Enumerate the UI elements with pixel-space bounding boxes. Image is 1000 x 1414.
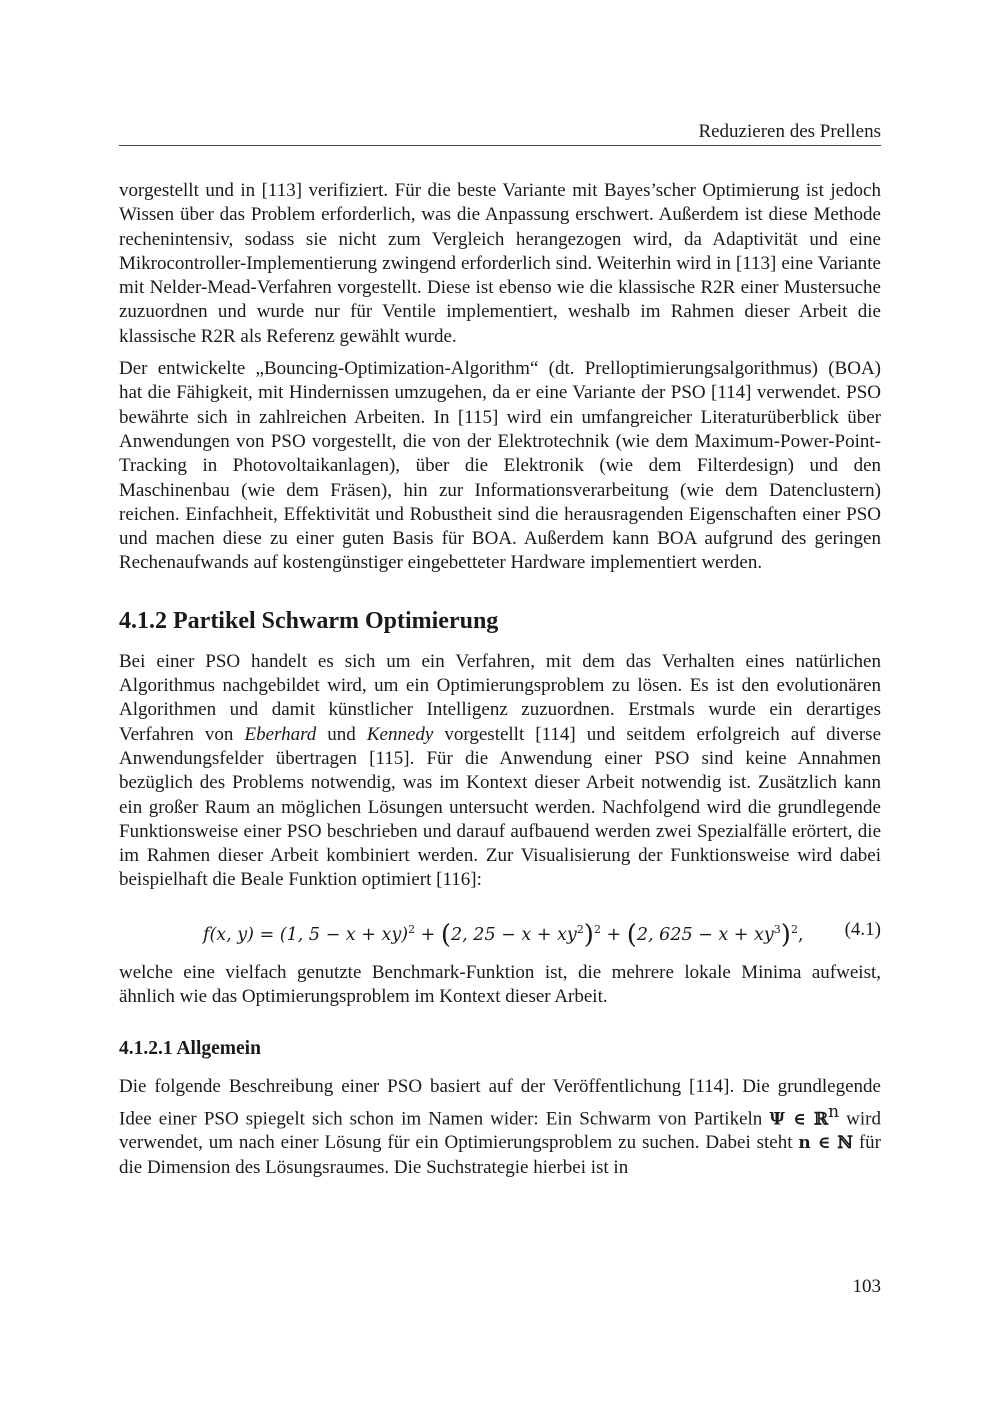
eq-plus-1: + xyxy=(420,924,436,945)
header-rule xyxy=(119,145,881,146)
paragraph-intro-1: vorgestellt und in [113] verifiziert. Für die beste Variante mit Bayes’scher Optimierung ist jedoch Wissen über das Problem erforderlich, was die Anpassung erschwert. Außerdem ist diese Methode rechenintensiv, sodass sie nicht zum Vergleich herangezogen wird, da Adaptivität und eine Mikrocontroller-Implementierung zwingend erforderlich sind. Weiterhin wird in [113] eine Variante mit Nelder-Mead-Verfahren vorgestellt. Diese ist ebenso wie die klassische R2R einer Mustersuche zuzuordnen und wurde nur für Ventile implementiert, weshalb im Rahmen dieser Arbeit die klassische R2R als Referenz gewählt wurde. xyxy=(119,180,881,347)
pso-text-2: vorgestellt [114] und seitdem erfolgreich auf diverse Anwendungsfelder übertragen [115]. Für die Anwendung einer PSO sind keine Annahmen bezüglich des Problems notwendig, was im Kontext dieser Arbeit notwendig ist. Zusätzlich kann ein großer Raum an möglichen Lösungen untersucht werden. Nachfolgend wird die grundlegende Funktionsweise einer PSO beschrieben und darauf aufbauend werden zwei Spezialfälle erörtert, die im Rahmen dieser Arbeit kombiniert werden. Zur Visualisierung der Funktionsweise wird dabei beispielhaft die Beale Funktion optimiert [116]: xyxy=(119,723,882,891)
section-heading xyxy=(119,606,881,636)
page-body xyxy=(119,179,881,1180)
equation-beale xyxy=(119,913,881,950)
paragraph-pso xyxy=(119,650,881,893)
eq-exp-1: 2 xyxy=(408,922,416,936)
eq-exp-inner-3: 3 xyxy=(773,922,781,936)
equation-number: (4.1) xyxy=(844,918,881,940)
eq-plus-2: + xyxy=(606,924,622,945)
psi-symbol: Ψ ∈ ℝ xyxy=(769,1108,829,1129)
n-symbol: n ∈ ℕ xyxy=(798,1133,853,1154)
paragraph-intro-2: Der entwickelte „Bouncing-Optimization-Algorithm“ (dt. Prelloptimierungsalgorithmus) (BOA) hat die Fähigkeit, mit Hindernissen umzugehen, da er eine Variante der PSO [114] verwendet. PSO bewährte sich in zahlreichen Arbeiten. In [115] wird ein umfangreicher Literaturüberblick über Anwendungen von PSO vorgestellt, die von der Elektrotechnik (wie dem Maximum-Power-Point-Tracking in Photovoltaikanlagen), über die Elektronik (wie dem Filterdesign) und den Maschinenbau (wie dem Fräsen), hin zur Informationsverarbeitung (wie dem Datenclustern) reichen. Einfachheit, Effektivität und Robustheit sind die herausragenden Eigenschaften einer PSO und machen diese zu einer guten Basis für BOA. Außerdem kann BOA aufgrund des geringen Rechenaufwands auf kostengünstiger eingebetteter Hardware implementiert werden. xyxy=(119,358,881,574)
subsection-title: Allgemein xyxy=(176,1038,261,1060)
subsection-heading xyxy=(119,1037,881,1061)
paragraph-allgemein xyxy=(119,1075,881,1180)
equation-body: f(x, y) = (1, 5 − x + xy)$^2$ + (2, $25 - x + xy^2)^2 + (2$, $625 - x + xy^3)^2$, xyxy=(203,919,804,950)
eq-term-3: 2, 625 − x + xy xyxy=(636,924,774,945)
pso-text-1: Bei einer PSO handelt es sich um ein Verfahren, mit dem das Verhalten eines natürlichen Algorithmus nachgebildet wird, um ein Optimierungsproblem zu lösen. Es ist den evolutionären Algorithmen und damit künstlicher Intelligenz zuzuordnen. Erstmals wurde ein derartiges Verfahren von xyxy=(119,650,881,745)
eq-exp-3: 2 xyxy=(790,922,798,936)
running-head: Reduzieren des Prellens xyxy=(698,121,881,142)
allgemein-text-1: Die folgende Beschreibung einer PSO basiert auf der Veröffentlichung [114]. Die grundlegende Idee einer PSO spiegelt sich schon im Namen wider: Ein Schwarm von Partikeln xyxy=(119,1076,881,1129)
section-title: Partikel Schwarm Optimierung xyxy=(173,607,499,634)
page-number: 103 xyxy=(852,1276,881,1297)
eq-exp-inner-2: 2 xyxy=(576,922,584,936)
eq-comma: , xyxy=(797,924,804,945)
pso-text-und: und xyxy=(316,723,367,745)
eq-term-2: 2, 25 − x + xy xyxy=(451,924,577,945)
subsection-number: 4.1.2.1 xyxy=(119,1038,173,1060)
eq-lhs: f(x, y) = (1, 5 − x + xy) xyxy=(203,924,409,945)
psi-exponent: n xyxy=(828,1101,840,1122)
eq-exp-2: 2 xyxy=(593,922,601,936)
allgemein-text-3: für die Dimension des Lösungsraumes. Die Suchstrategie hierbei ist in xyxy=(119,1132,881,1178)
author-eberhard: Eberhard xyxy=(244,723,317,745)
allgemein-text-2: wird verwendet, um nach einer Lösung für ein Optimierungsproblem zu suchen. Dabei steht xyxy=(119,1107,881,1154)
author-kennedy: Kennedy xyxy=(366,723,434,745)
section-number: 4.1.2 xyxy=(119,607,167,634)
paragraph-after-equation: welche eine vielfach genutzte Benchmark-Funktion ist, die mehrere lokale Minima aufweist, ähnlich wie das Optimierungsproblem im Kontext dieser Arbeit. xyxy=(119,961,881,1008)
